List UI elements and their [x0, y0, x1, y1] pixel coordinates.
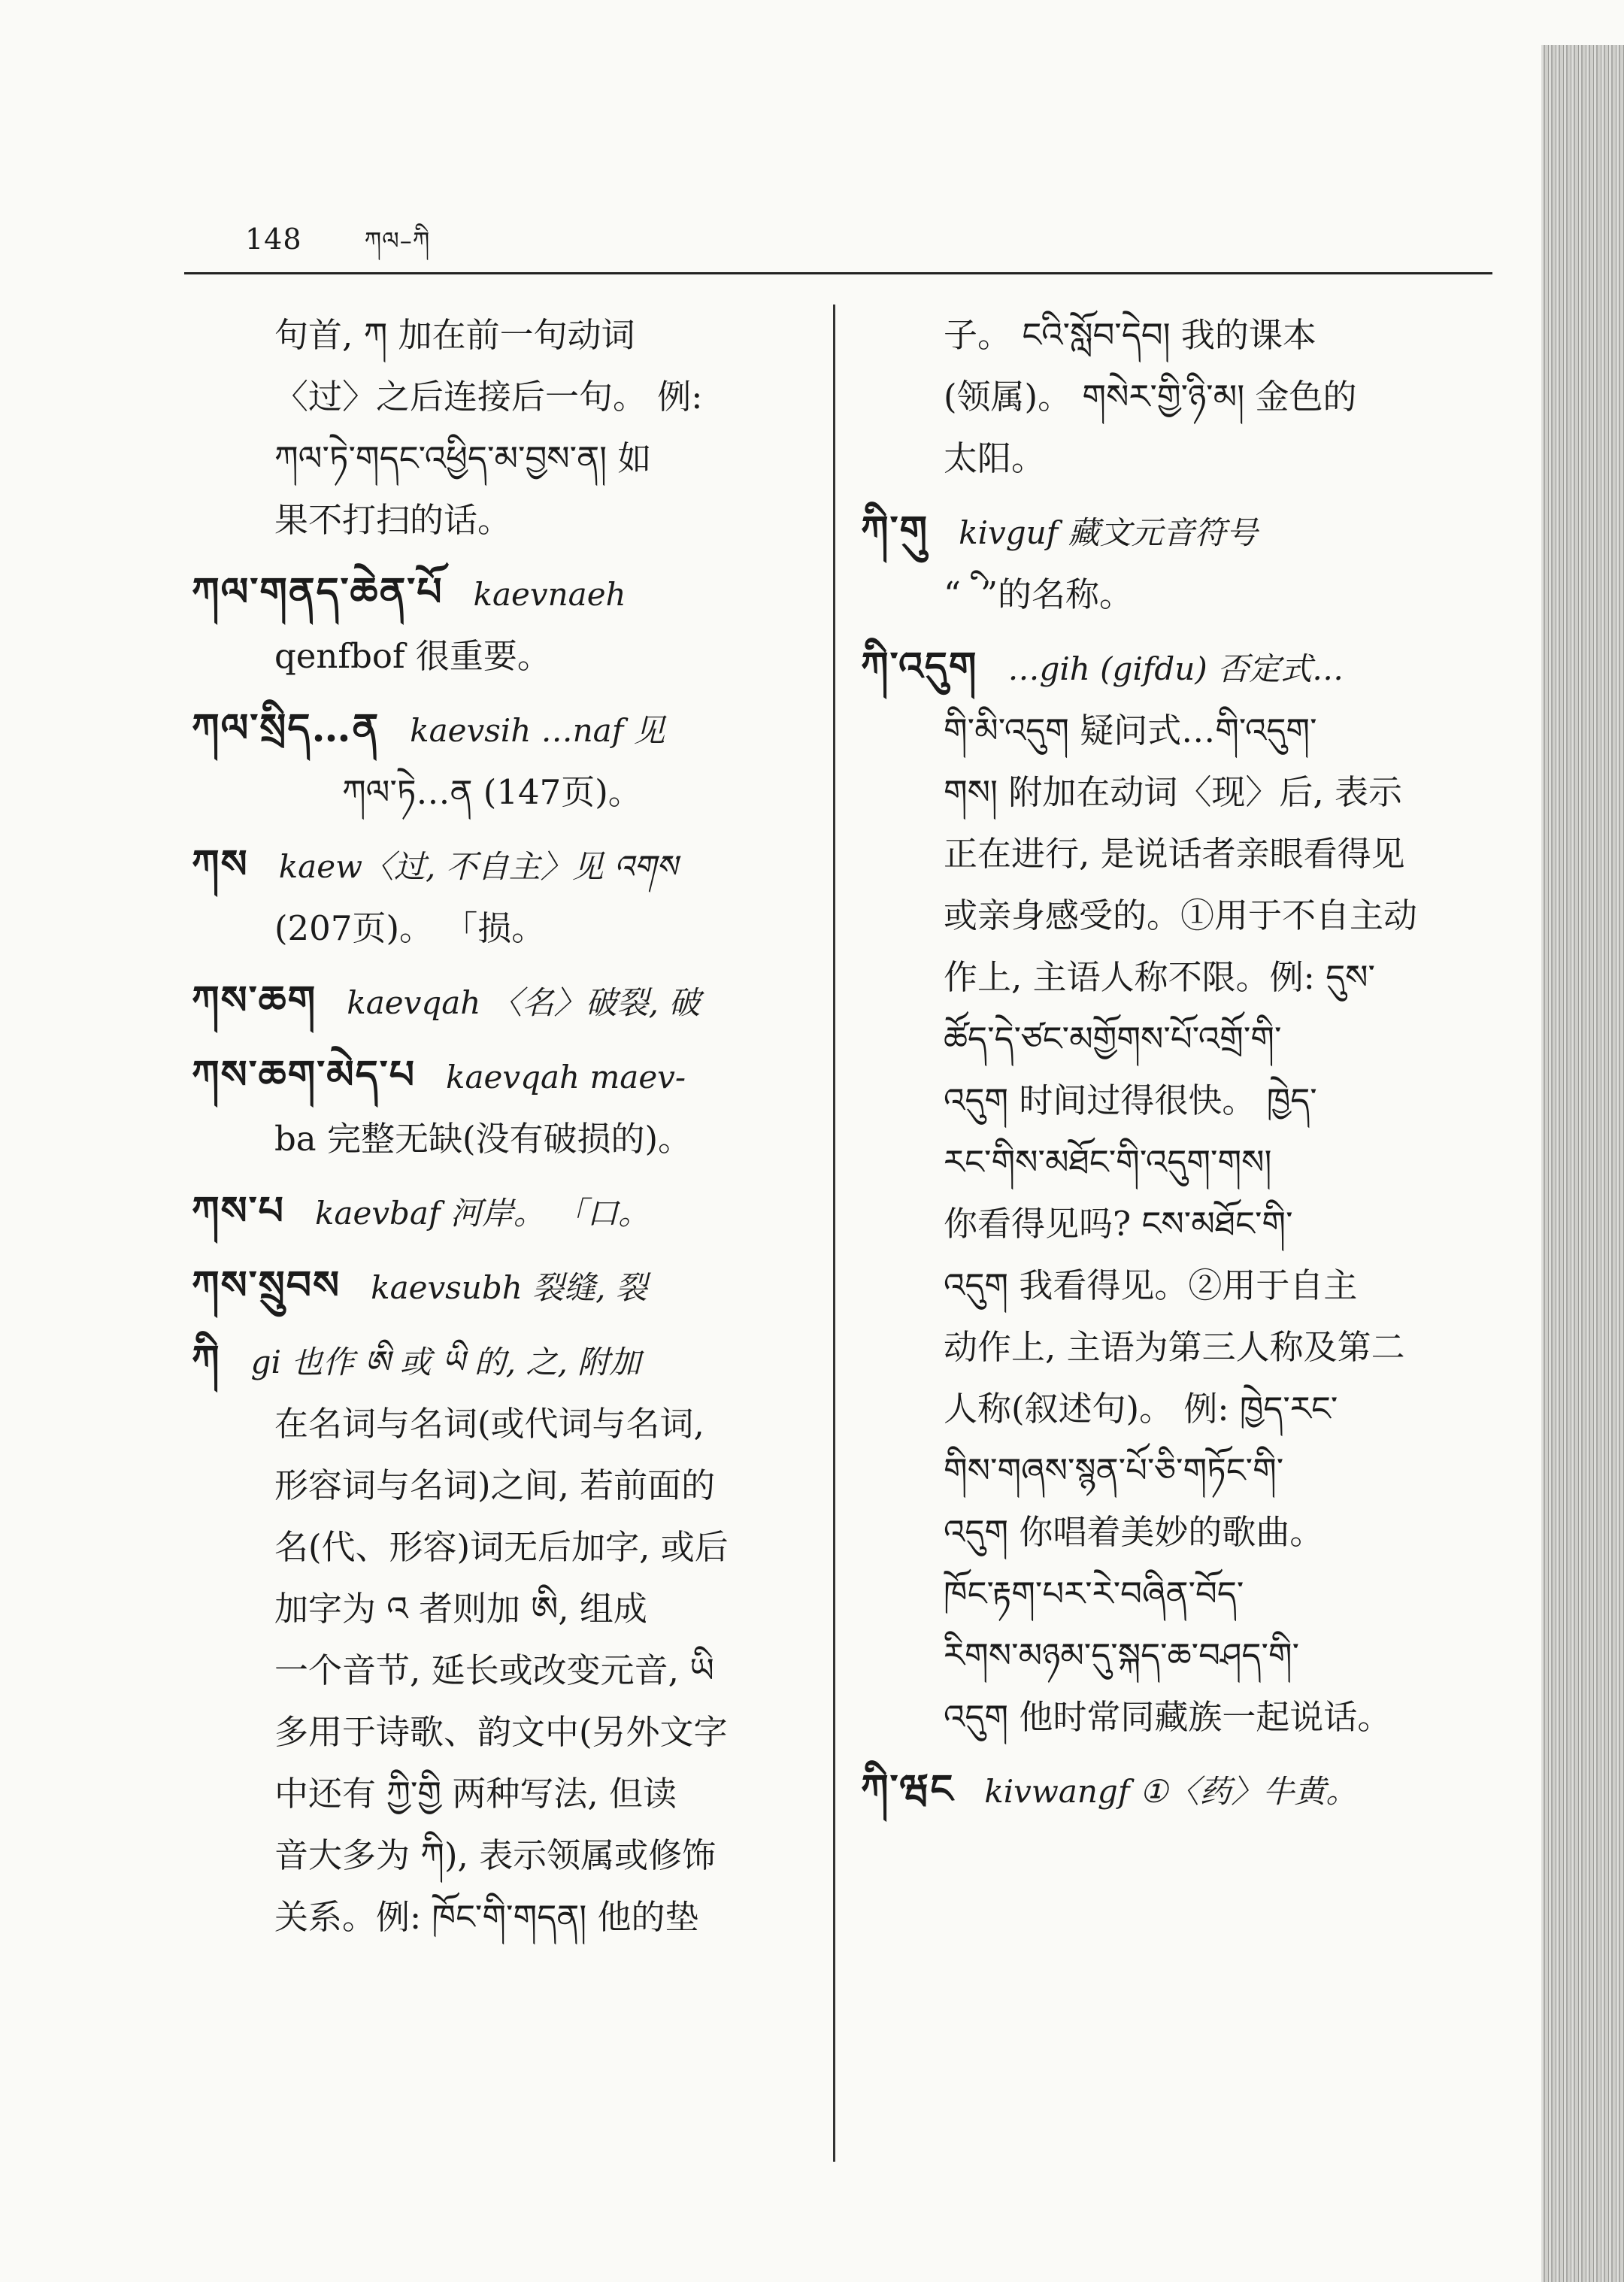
right-column: [861, 305, 1492, 1833]
entry-text-line: (领属)。 གསེར་གྱི་ཉི་མ། 金色的: [944, 377, 1357, 417]
entry-headword: ཀི་གུ: [861, 508, 929, 553]
page-number: 148: [245, 223, 302, 256]
entry-text-line: 人称(叙述句)。 例: ཁྱེད་རང་: [944, 1389, 1338, 1429]
dictionary-entry: [861, 305, 1492, 489]
entry-headword: ཀས་ཆག་མེད་པ: [192, 1052, 417, 1098]
entry-text-line: གས། 附加在动词〈现〉后, 表示: [944, 772, 1402, 812]
entry-text-line: ཀལ་ཏེ་གདང་འཕྱིད་མ་བྱས་ན། 如: [274, 438, 652, 478]
entry-text-line: “ ི ”的名称。: [944, 574, 1134, 614]
entry-romanization: kaevsubh 裂缝, 裂: [371, 1269, 647, 1306]
entry-text-line: ཚོད་དེ་ཙང་མགྱོགས་པོ་འགྲོ་གི་: [944, 1019, 1282, 1059]
entry-text-line: 在名词与名词(或代词与名词,: [274, 1404, 704, 1444]
dictionary-entry: [192, 970, 816, 1034]
entry-text-line: འདུག 时间过得很快。 ཁྱེད་: [944, 1080, 1317, 1120]
entry-text-line: 子。 ངའི་སློབ་དེབ། 我的课本: [944, 315, 1316, 355]
entry-headword: ཀས་ཆག: [192, 977, 317, 1023]
left-column: [192, 305, 816, 1959]
entry-headword: ཀི་ཝང: [861, 1766, 955, 1812]
running-head: ཀལ–ཀི: [364, 226, 431, 255]
dictionary-entry: [192, 1180, 816, 1244]
entry-text-line: འདུག 他时常同藏族一起说话。: [944, 1697, 1392, 1737]
dictionary-entry: [192, 834, 816, 959]
entry-text-line: 作上, 主语人称不限。例: དུས་: [944, 957, 1375, 997]
entry-romanization: kivguf 藏文元音符号: [959, 514, 1258, 551]
entry-text-line: 果不打扫的话。: [274, 500, 512, 540]
entry-text-line: 加字为 འ 者则加 ཨི, 组成: [274, 1589, 647, 1629]
entry-romanization: gi 也作 ཨི 或 ཡི 的, 之, 附加: [250, 1344, 641, 1380]
entry-headword: ཀི: [192, 1337, 221, 1383]
entry-romanization: kivwangf ①〈药〉牛黄。: [984, 1773, 1358, 1810]
entry-text-line: 你看得见吗? ངས་མཐོང་གི་: [944, 1204, 1293, 1244]
entry-text-line: འདུག 我看得见。②用于自主: [944, 1265, 1358, 1305]
entry-text-line: (207页)。 「损。: [274, 908, 546, 948]
entry-text-line: 正在进行, 是说话者亲眼看得见: [944, 834, 1405, 874]
entry-romanization: kaevbaf 河岸。 「口。: [314, 1195, 650, 1232]
header-rule: [184, 272, 1492, 274]
entry-text-line: ཀལ་ཏེ…ན (147页)。: [342, 772, 642, 812]
entry-text-line: 一个音节, 延长或改变元音, ཡི: [274, 1650, 714, 1690]
entry-headword: ཀི་འདུག: [861, 644, 978, 689]
entry-headword: ཀས་པ: [192, 1188, 285, 1234]
dictionary-entry: [861, 500, 1492, 626]
entry-text-line: རང་གིས་མཐོང་གི་འདུག་གས།: [944, 1142, 1272, 1182]
entry-text-line: ཁོང་རྟག་པར་རེ་བཞིན་བོད་: [944, 1574, 1244, 1614]
entry-text-line: གི་མི་འདུག 疑问式…གི་འདུག་: [944, 711, 1317, 750]
entry-headword: ཀལ་སྲིད…ན: [192, 705, 380, 751]
dictionary-entry: [192, 1255, 816, 1319]
entry-headword: ཀས: [192, 841, 249, 887]
dictionary-entry: [192, 1044, 816, 1170]
entry-romanization: kaevqah 〈名〉破裂, 破: [347, 984, 701, 1021]
entry-text-line: 关系。例: ཁོང་གི་གདན། 他的垫: [274, 1897, 699, 1937]
entry-headword: ཀས་སྲུབས: [192, 1262, 341, 1308]
entry-romanization: …gih (gifdu) 否定式…: [1007, 650, 1344, 687]
entry-romanization: kaevnaeh: [473, 576, 626, 613]
entry-text-line: 形容词与名词)之间, 若前面的: [274, 1465, 716, 1505]
dictionary-entry: [861, 636, 1492, 1748]
dictionary-entry: [861, 1759, 1492, 1823]
entry-text-line: 〈过〉之后连接后一句。 例:: [274, 377, 703, 417]
dictionary-entry: [192, 305, 816, 551]
page-edge-shadow: [1541, 45, 1624, 2282]
dictionary-entry: [192, 698, 816, 823]
column-divider: [833, 305, 835, 2162]
entry-text-line: འདུག 你唱着美妙的歌曲。: [944, 1512, 1324, 1552]
entry-text-line: ba 完整无缺(没有破损的)。: [274, 1119, 692, 1159]
entry-text-line: 中还有 ཀྱི་གྱི 两种写法, 但读: [274, 1774, 677, 1814]
entry-text-line: 音大多为 ཀི), 表示领属或修饰: [274, 1835, 717, 1875]
entry-text-line: རིགས་མཉམ་དུ་སྐད་ཆ་བཤད་གི་: [944, 1635, 1300, 1675]
dictionary-entry: [192, 562, 816, 687]
entry-text-line: 或亲身感受的。①用于不自主动: [944, 896, 1418, 935]
entry-text-line: 动作上, 主语为第三人称及第二: [944, 1327, 1405, 1367]
entry-text-line: 名(代、形容)词无后加字, 或后: [274, 1527, 729, 1567]
entry-romanization: kaew〈过, 不自主〉见 འགས: [278, 848, 677, 885]
dictionary-entry: [192, 1329, 816, 1948]
entry-text-line: 多用于诗歌、韵文中(另外文字: [274, 1712, 728, 1752]
entry-romanization: kaevsih …naf 见: [410, 712, 665, 749]
entry-text-line: གིས་གཞས་སྙན་པོ་ཅི་གཏོང་གི་: [944, 1450, 1284, 1490]
entry-text-line: 太阳。: [944, 438, 1046, 478]
entry-romanization: kaevqah maev-: [446, 1059, 686, 1096]
entry-text-line: qenfbof 很重要。: [274, 636, 551, 676]
entry-headword: ཀལ་གནད་ཆེན་པོ: [192, 569, 444, 615]
entry-text-line: 句首, ཀ 加在前一句动词: [274, 315, 635, 355]
